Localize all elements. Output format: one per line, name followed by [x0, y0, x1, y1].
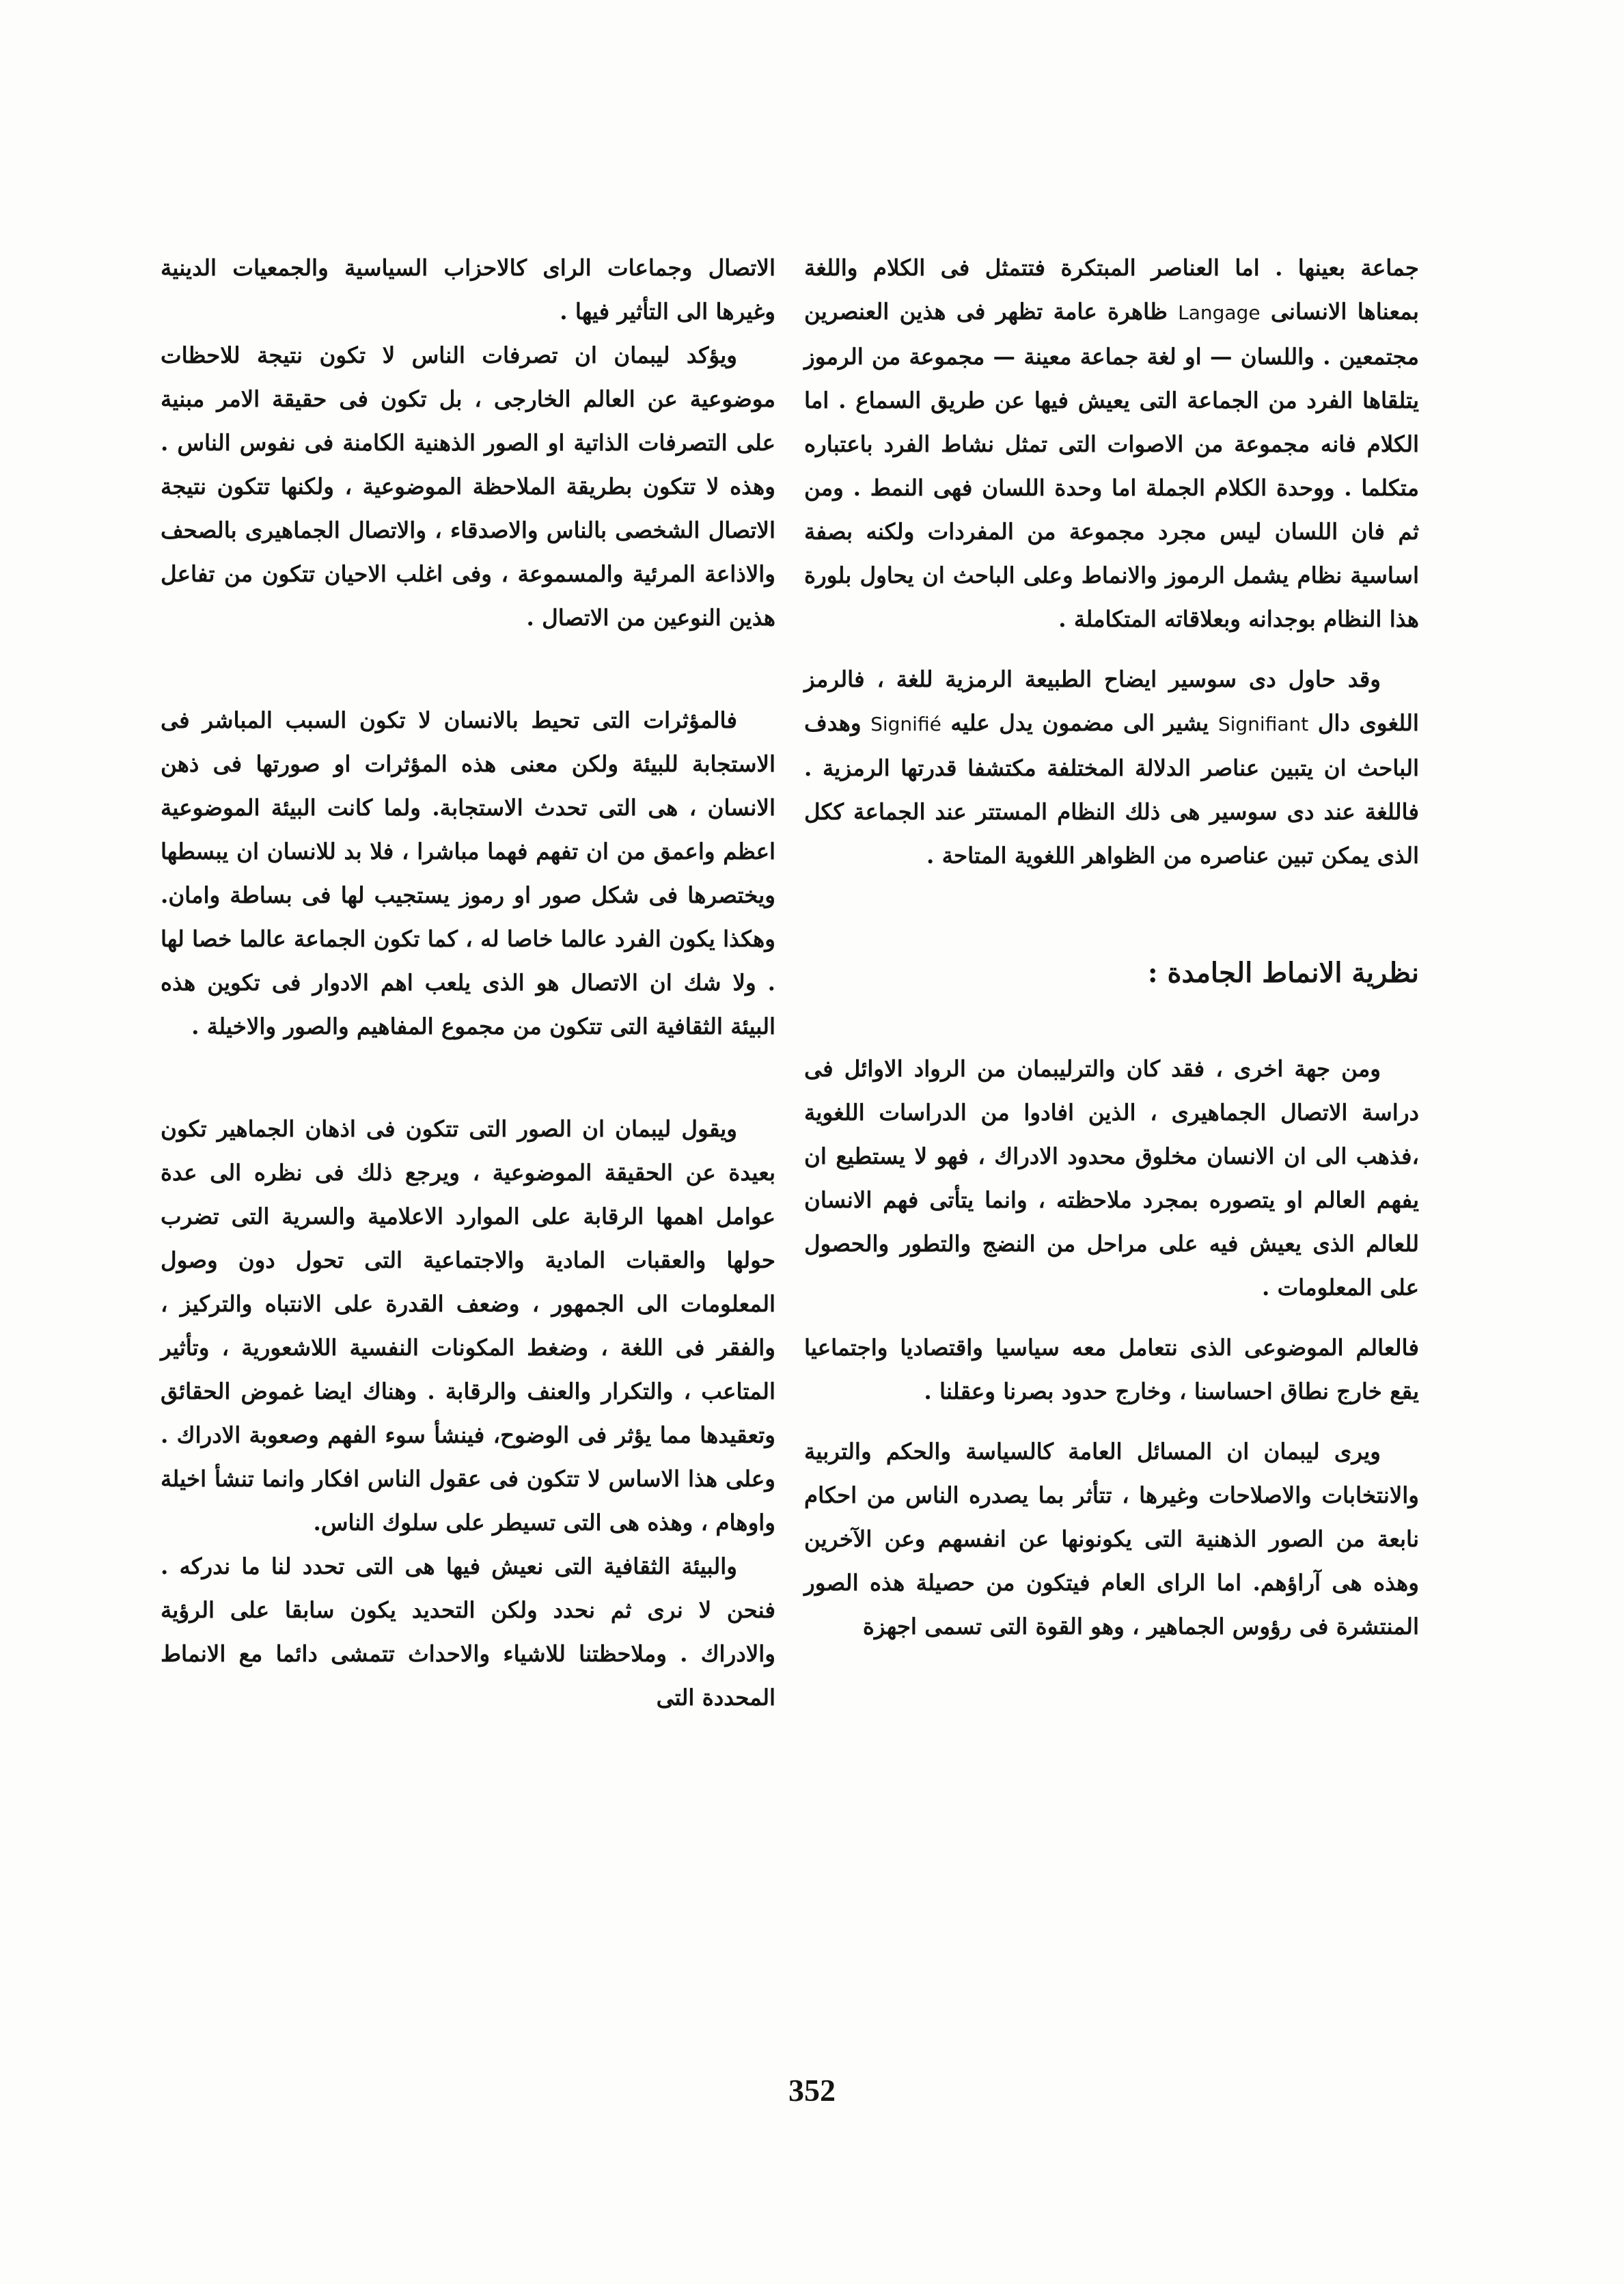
paragraph: فالمؤثرات التى تحيط بالانسان لا تكون السبب المباشر فى الاستجابة للبيئة ولكن معنى هذه المؤثرات او صورتها فى ذهن الانسان ، هى التى تحدث الاستجابة. ولما كانت البيئة الموضوعية اعظم واعمق من ان تفهم فهما مباشرا ، فلا بد للانسان ان يبسطها ويختصرها فى شكل صور او رموز يستجيب لها فى بساطة وامان. وهكذا يكون الفرد عالما خاصا له ، كما تكون الجماعة عالما خصا لها . ولا شك ان الاتصال هو الذى يلعب اهم الادوار فى تكوين هذه البيئة الثقافية التى تتكون من مجموع المفاهيم والصور والاخيلة .: [161, 707, 775, 1039]
paragraph: والبيئة الثقافية التى نعيش فيها هى التى تحدد لنا ما ندركه . فنحن لا نرى ثم نحدد ولكن التحديد يكون سابقا على الرؤية والادراك . وملاحظتنا للاشياء والاحداث تتمشى دائما مع الانماط المحددة التى: [161, 1553, 775, 1711]
paragraph: ومن جهة اخرى ، فقد كان والترليبمان من الرواد الاوائل فى دراسة الاتصال الجماهيرى ، الذين افادوا من الدراسات اللغوية ،فذهب الى ان الانسان مخلوق محدود الادراك ، فهو لا يستطيع ان يفهم العالم او يتصوره بمجرد ملاحظته ، وانما يتأتى فهم الانسان للعالم الذى يعيش فيه على مراحل من النضج والتطور والحصول على المعلومات .: [804, 1055, 1419, 1301]
paragraph: [804, 657, 1419, 878]
paragraph: ويرى ليبمان ان المسائل العامة كالسياسة والحكم والتربية والانتخابات والاصلاحات وغيرها ، تتأثر بما يصدره الناس من احكام نابعة من الصور الذهنية التى يكونونها عن انفسهم وعن الآخرين وهذه هى آراؤهم. اما الراى العام فيتكون من حصيلة هذه الصور المنتشرة فى رؤوس الجماهير ، وهو القوة التى تسمى اجهزة: [804, 1438, 1419, 1640]
latin-term: Langage: [1178, 301, 1261, 324]
page-number: 352: [788, 2073, 836, 2108]
section-heading: نظرية الانماط الجامدة :: [1147, 957, 1419, 989]
left-column: [161, 246, 775, 1719]
right-column: [804, 246, 1419, 1648]
paragraph: ويقول ليبمان ان الصور التى تتكون فى اذهان الجماهير تكون بعيدة عن الحقيقة الموضوعية ، ويرجع ذلك فى نظره الى عدة عوامل اهمها الرقابة على الموارد الاعلامية والسرية التى تضرب حولها والعقبات المادية والاجتماعية التى تحول دون وصول المعلومات الى الجمهور ، وضعف القدرة على الانتباه والتركيز ، والفقر فى اللغة ، وضغط المكونات النفسية اللاشعورية ، وتأثير المتاعب ، والتكرار والعنف والرقابة . وهناك ايضا غموض الحقائق وتعقيدها مما يؤثر فى الوضوح، فينشأ سوء الفهم وصعوبة الادراك . وعلى هذا الاساس لا تتكون فى عقول الناس افكار وانما تنشأ اخيلة واوهام ، وهذه هى التى تسيطر على سلوك الناس.: [161, 1115, 775, 1536]
paragraph: ويؤكد ليبمان ان تصرفات الناس لا تكون نتيجة للاحظات موضوعية عن العالم الخارجى ، بل تكون فى حقيقة الامر مبنية على التصرفات الذاتية او الصور الذهنية الكامنة فى نفوس الناس . وهذه لا تتكون بطريقة الملاحظة الموضوعية ، ولكنها تتكون نتيجة الاتصال الشخصى بالناس والاصدقاء ، والاتصال الجماهيرى بالصحف والاذاعة المرئية والمسموعة ، وفى اغلب الاحيان تتكون من تفاعل هذين النوعين من الاتصال .: [161, 342, 775, 631]
paragraph-text: ظاهرة عامة تظهر فى هذين العنصرين مجتمعين . واللسان — او لغة جماعة معينة — مجموعة من الرموز يتلقاها الفرد من الجماعة التى يعيش فيها عن طريق السماع . اما الكلام فانه مجموعة من الاصوات التى تمثل نشاط الفرد باعتباره متكلما . ووحدة الكلام الجملة اما وحدة اللسان فهى النمط . ومن ثم فان اللسان ليس مجرد مجموعة من المفردات ولكنه بصفة اساسية نظام يشمل الرموز والانماط وعلى الباحث ان يحاول بلورة هذا النظام بوجدانه وبعلاقاته المتكاملة .: [804, 298, 1419, 632]
paragraph: الاتصال وجماعات الراى كالاحزاب السياسية والجمعيات الدينية وغيرها الى التأثير فيها .: [161, 254, 775, 325]
paragraph-text: يشير الى مضمون يدل عليه: [950, 709, 1209, 736]
latin-term: Signifié: [870, 713, 941, 735]
paragraph: [804, 246, 1419, 641]
paragraph-text: جماعة بعينها . اما العناصر المبتكرة فتتمثل فى الكلام واللغة بمعناها الانسانى: [804, 254, 1419, 325]
latin-term: Signifiant: [1217, 713, 1309, 735]
paragraph-text: وهدف الباحث ان يتبين عناصر الدلالة المختلفة مكتشفا قدرتها الرمزية . فاللغة عند دى سوسير هى ذلك النظام المستتر عند الجماعة ككل الذى يمكن تبين عناصره من الظواهر اللغوية المتاحة .: [804, 709, 1419, 869]
paragraph-text: وقد حاول دى سوسير ايضاح الطبيعة الرمزية للغة ، فالرمز اللغوى دال: [804, 666, 1419, 736]
paragraph: فالعالم الموضوعى الذى نتعامل معه سياسيا واقتصاديا واجتماعيا يقع خارج نطاق احساسنا ، وخارج حدود بصرنا وعقلنا .: [804, 1334, 1419, 1404]
